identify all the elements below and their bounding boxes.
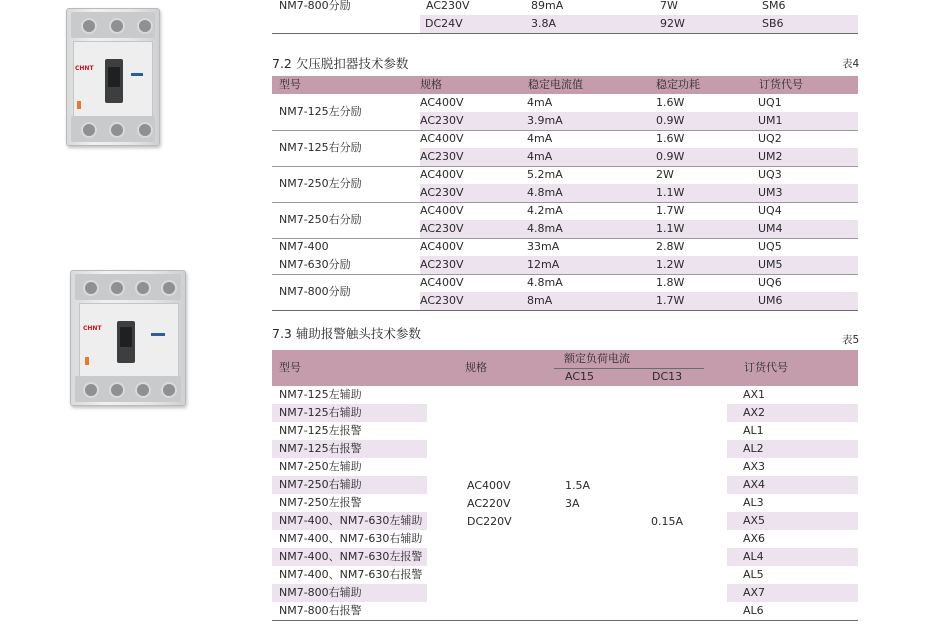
model-cell: NM7-800分励 [279, 0, 351, 12]
model-cell: NM7-250右辅助 [279, 478, 362, 491]
code-cell: AL3 [743, 496, 764, 509]
dc13-value: 0.15A [651, 515, 684, 528]
breaker-4pole-image [70, 270, 186, 406]
table-row-code [727, 566, 858, 584]
table-row-code [727, 494, 858, 512]
group-model: NM7-400 [279, 240, 329, 253]
code-cell: AX3 [743, 460, 766, 473]
breaker-handle [105, 59, 123, 103]
table-row-model [272, 494, 427, 512]
table-row-code [727, 458, 858, 476]
table-row-model [272, 512, 427, 530]
model-cell: NM7-125左辅助 [279, 388, 362, 401]
header-rated-current: 额定负荷电流 [564, 352, 630, 365]
table-row-model [272, 530, 427, 548]
table-row-model [272, 584, 427, 602]
spec-cell: DC24V [425, 17, 463, 30]
code-cell: SB6 [762, 17, 784, 30]
code-cell: AL1 [743, 424, 764, 437]
code-cell: AX2 [743, 406, 766, 419]
table-row-model [272, 440, 427, 458]
code-cell: AL4 [743, 550, 764, 563]
table-row: AC400V 5.2mA 2W UQ3 [420, 168, 782, 181]
current-cell: 3.8A [531, 17, 557, 30]
table-row-model [272, 386, 427, 404]
table-row: AC230V 8mA 1.7W UM6 [420, 292, 858, 310]
header-dc13: DC13 [652, 370, 683, 383]
header-code: 订货代号 [759, 78, 803, 91]
model-cell: NM7-400、NM7-630右报警 [279, 568, 423, 581]
spec-cell: AC230V [426, 0, 470, 12]
spec-value: DC220V [467, 515, 512, 528]
code-cell: AL2 [743, 442, 764, 455]
model-cell: NM7-400、NM7-630左报警 [279, 550, 423, 563]
model-cell: NM7-400、NM7-630右辅助 [279, 532, 423, 545]
bottom-terminals [75, 376, 181, 402]
header-model: 型号 [279, 78, 301, 91]
table-row: AC400V 4mA 1.6W UQ2 [420, 132, 782, 145]
table-row-code [727, 512, 858, 530]
header-spec: 规格 [420, 78, 442, 91]
table-row-code [727, 548, 858, 566]
code-cell: SM6 [762, 0, 786, 12]
table-row-code [727, 602, 858, 620]
section-title: 7.2 欠压脱扣器技术参数 [272, 56, 409, 71]
code-cell: AX4 [743, 478, 766, 491]
table-row: AC230V 4.8mA 1.1W UM4 [420, 220, 858, 238]
table-row-model [272, 422, 427, 440]
code-cell: AL5 [743, 568, 764, 581]
table-row: AC400V 4.2mA 1.7W UQ4 [420, 204, 782, 217]
table-row: AC400V 33mA 2.8W UQ5 [420, 240, 782, 253]
group-model: NM7-250左分励 [279, 177, 362, 190]
group-model-2: NM7-630分励 [279, 258, 351, 271]
table-row-code [727, 440, 858, 458]
table-row-code [727, 386, 858, 404]
table-row: AC400V 4mA 1.6W UQ1 [420, 96, 782, 109]
table-row: AC230V 12mA 1.2W UM5 [420, 256, 858, 274]
top-terminals [71, 12, 155, 38]
brand-logo: CHNT [83, 325, 102, 332]
section-title: 7.3 辅助报警触头技术参数 [272, 326, 421, 341]
table-row-model [272, 476, 427, 494]
table-row-model [272, 548, 427, 566]
group-model: NM7-250右分励 [279, 213, 362, 226]
model-cell: NM7-125右报警 [279, 442, 362, 455]
table-header [272, 76, 858, 94]
current-cell: 89mA [531, 0, 564, 12]
group-model: NM7-125左分励 [279, 105, 362, 118]
model-cell: NM7-800右报警 [279, 604, 362, 617]
breaker-3pole-image [66, 8, 160, 146]
table-row-model [272, 404, 427, 422]
table-row: AC230V 4.8mA 1.1W UM3 [420, 184, 858, 202]
table-row-code [727, 404, 858, 422]
model-cell: NM7-250左辅助 [279, 460, 362, 473]
table-row-code [727, 422, 858, 440]
table-row-code [727, 584, 858, 602]
table-header [272, 350, 858, 386]
table-row [272, 0, 858, 15]
table-row: AC230V 4mA 0.9W UM2 [420, 148, 858, 166]
table-number: 表5 [842, 334, 860, 346]
table-row-code [727, 476, 858, 494]
header-power: 稳定功耗 [656, 78, 700, 91]
model-cell: NM7-125左报警 [279, 424, 362, 437]
table-row-code [727, 530, 858, 548]
bottom-terminals [71, 116, 155, 142]
group-model: NM7-125右分励 [279, 141, 362, 154]
code-cell: AX7 [743, 586, 766, 599]
group-model: NM7-800分励 [279, 285, 351, 298]
header-current: 稳定电流值 [528, 78, 583, 91]
table-row-model [272, 602, 427, 620]
model-cell: NM7-250左报警 [279, 496, 362, 509]
table-row [420, 15, 858, 33]
ac15-value: 1.5A [565, 479, 591, 492]
header-code: 订货代号 [744, 361, 788, 374]
power-cell: 7W [660, 0, 678, 12]
power-cell: 92W [660, 17, 685, 30]
top-terminals [75, 274, 181, 300]
brand-logo: CHNT [75, 65, 94, 72]
table-row: AC230V 3.9mA 0.9W UM1 [420, 112, 858, 130]
breaker-handle [117, 321, 135, 363]
model-cell: NM7-125右辅助 [279, 406, 362, 419]
model-cell: NM7-400、NM7-630左辅助 [279, 514, 423, 527]
table-row-model [272, 566, 427, 584]
table-row-model [272, 458, 427, 476]
ac15-value: 3A [565, 497, 580, 510]
code-cell: AL6 [743, 604, 764, 617]
code-cell: AX6 [743, 532, 766, 545]
table-row: AC400V 4.8mA 1.8W UQ6 [420, 276, 782, 289]
code-cell: AX1 [743, 388, 766, 401]
header-ac15: AC15 [565, 370, 595, 383]
spec-value: AC400V [467, 479, 511, 492]
code-cell: AX5 [743, 514, 766, 527]
model-cell: NM7-800右辅助 [279, 586, 362, 599]
spec-value: AC220V [467, 497, 511, 510]
header-spec: 规格 [465, 361, 487, 374]
header-model: 型号 [279, 361, 301, 374]
table-number: 表4 [842, 58, 860, 70]
